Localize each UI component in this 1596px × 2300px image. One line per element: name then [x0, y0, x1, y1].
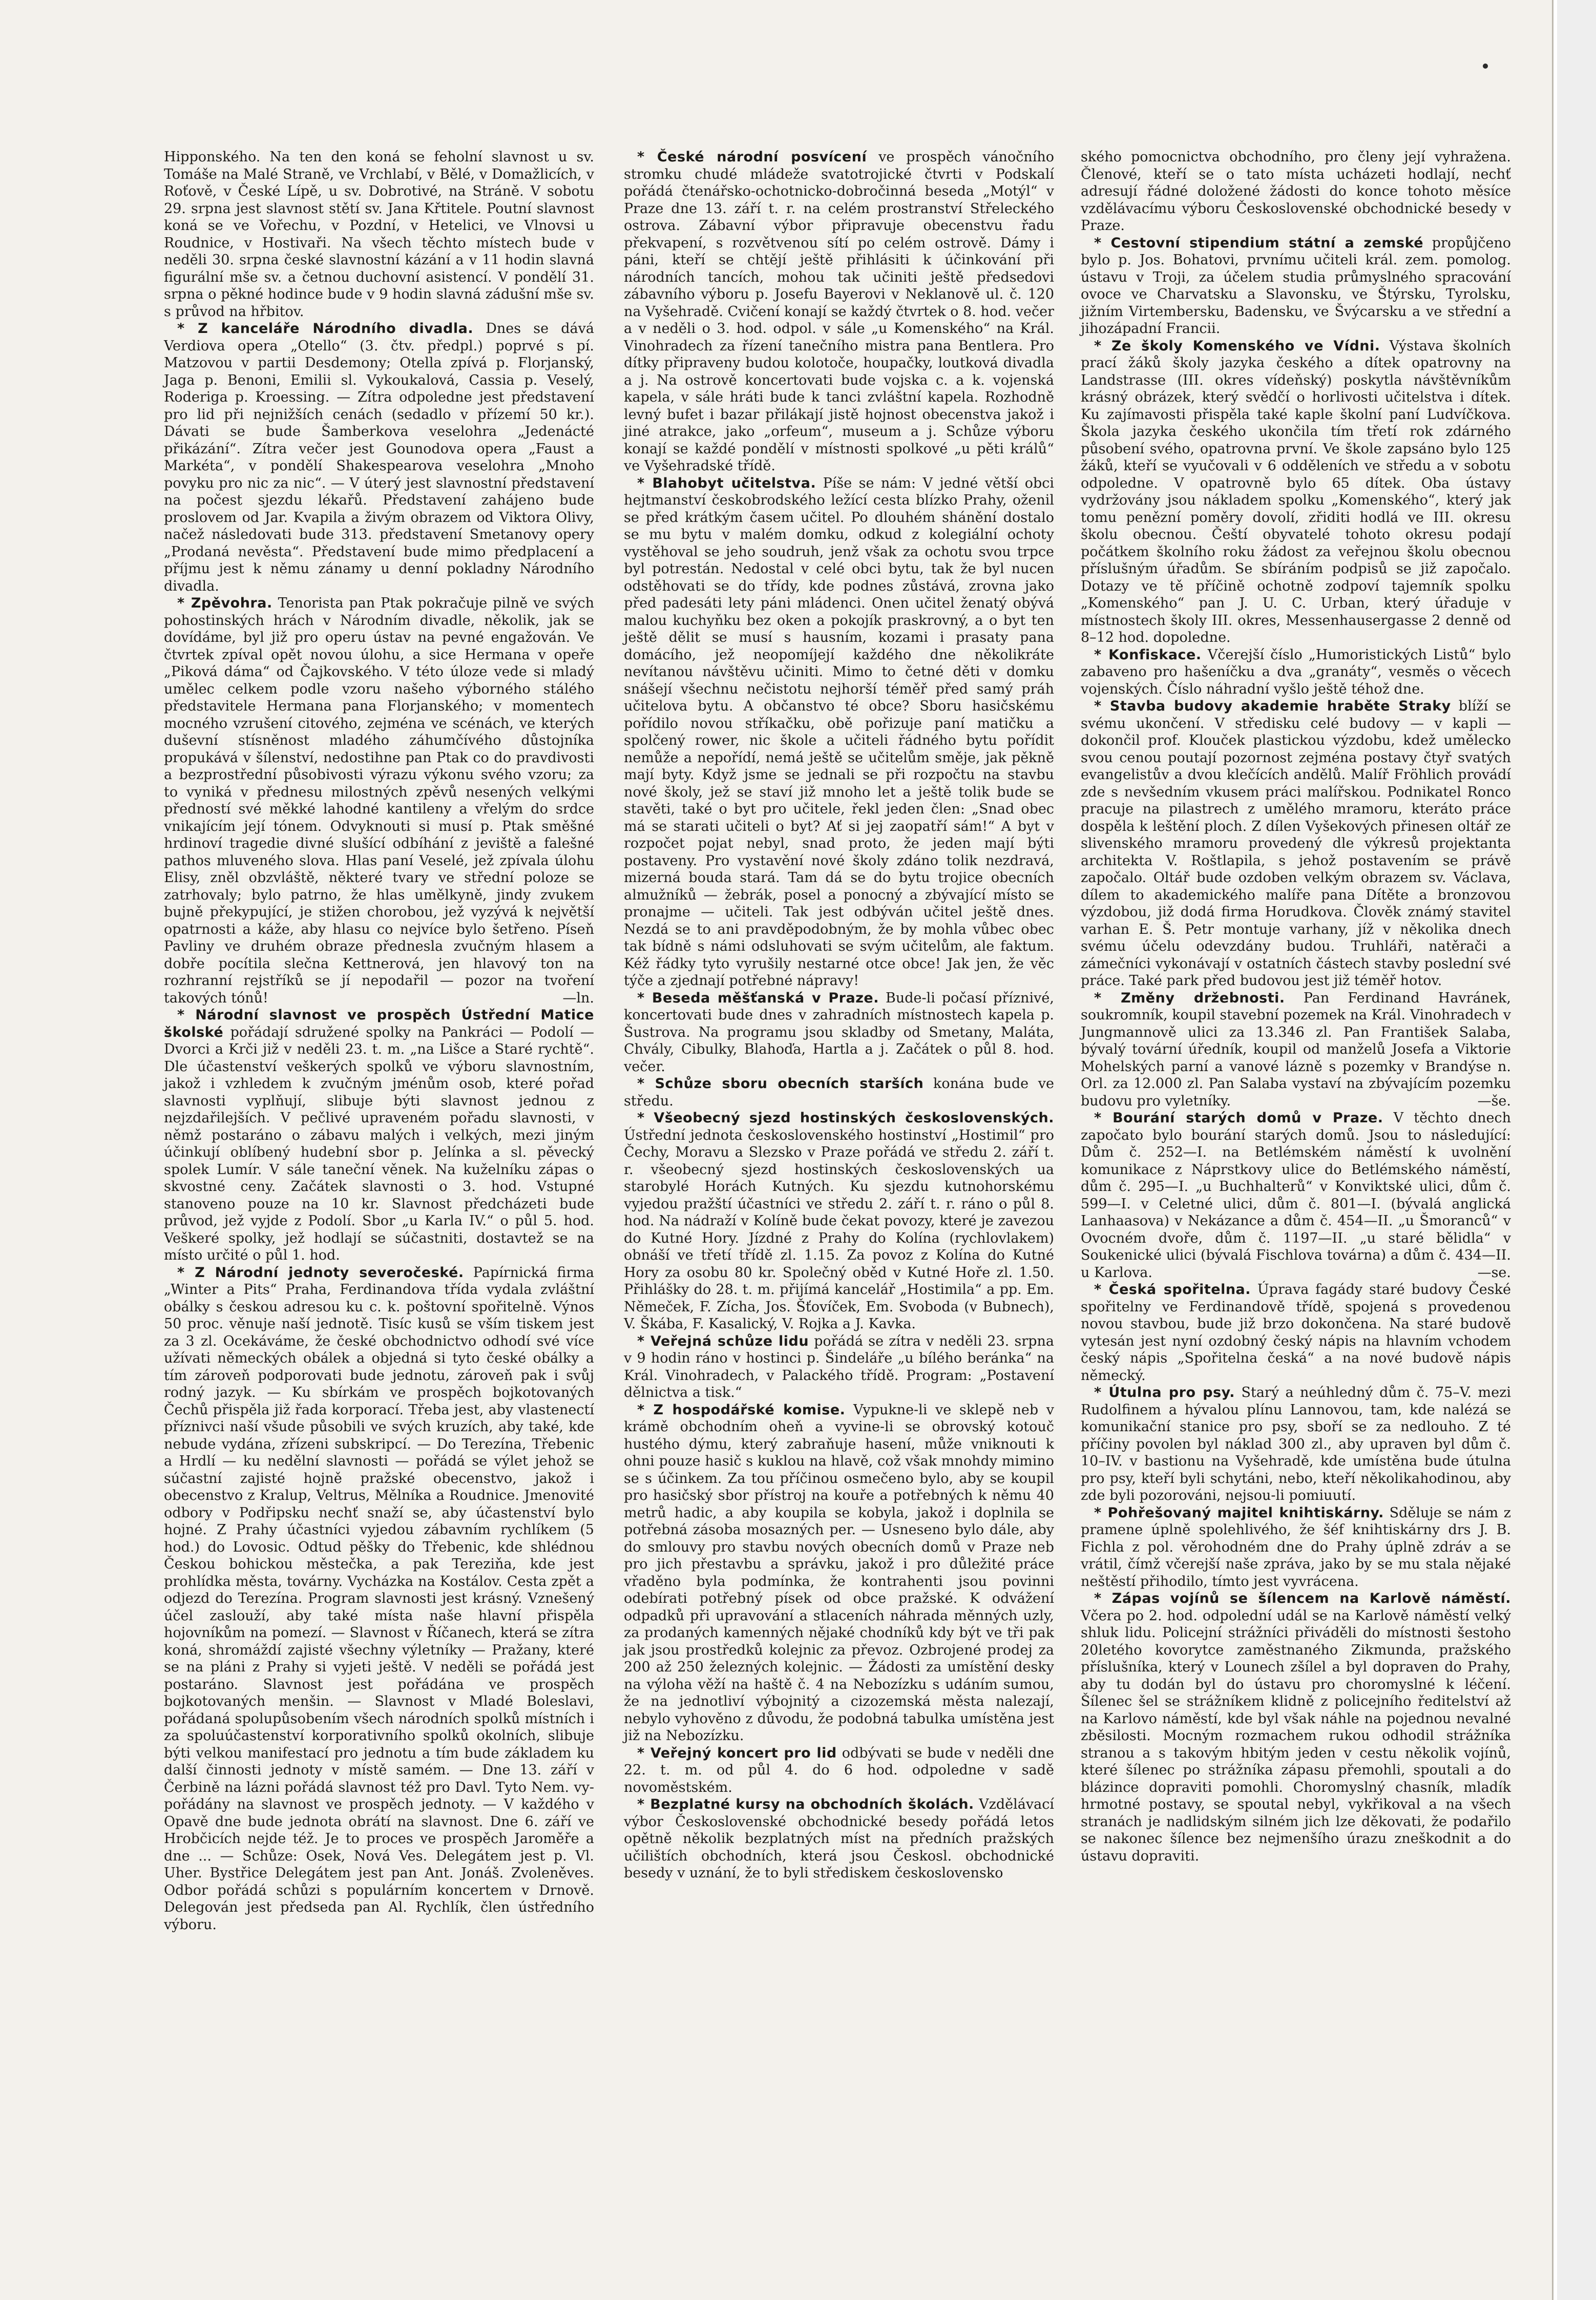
article-heading: * Veřejná schůze lidu — [637, 1333, 809, 1349]
article-heading: * Cestovní stipendium státní a zemské — [1094, 235, 1424, 251]
article-heading: * Konfiskace. — [1094, 646, 1202, 663]
article — [1081, 1281, 1511, 1384]
article-heading: * Všeobecný sjezd hostinských československých. — [637, 1110, 1054, 1126]
article-heading: * České národní posvícení — [637, 149, 867, 165]
article-text: Včera po 2. hod. odpolední udál se na Karlově náměstí velký shluk lidu. Policejní strážníci přiváděli do místnosti šestoho 20letého kovorytce zaměstnaného Zikmunda, pražského příslušníka, který v Lounech zšílel a byl dopraven do Prahy, aby tu dodán byl do ústavu pro choromyslné k léčení. Šílenec šel se strážníkem klidně z policejního ředitelství až na Karlovo náměstí, kde byl však náhle na pojednou nevalné zběsilosti. Mocným rozmachem rukou odhodil strážníka stranou a s takovým hbitým jeden v cestu několik vojínů, které šílenec po strážníka zápasu přemohli, spoutali a do blázince dopraviti pomohli. Choromyslný chasník, mladík hrmotné postavy, se spoutal nebyl, vykřikoval a na všech stranách je nadlidským silném jich lze děkovati, že podařilo se nakonec šílence bez nejmenšího úrazu zneškodnit a do ústavu dopraviti. — [1081, 1607, 1511, 1864]
article-text: V těchto dnech započato bylo bourání starých domů. Jsou to následující: Dům č. 252—I. na Betlémském náměstí k uvolnění komunikace z Náprstkovy ulice do Betlémského náměstí, dům č. 295—I. „u Buchhalterů“ v Konviktské ulici, dům č. 599—I. v Celetné ulici, dům č. 801—I. (bývalá anglická Lanhaasova) v Nekázance a dům č. 454—II. „u Šmoranců“ v Ovocném dvoře, dům č. 1197—II. „u staré bělidla“ v Soukenické ulici (bývalá Fischlova továrna) a dům č. 434—II. u Karlova. — [1081, 1110, 1511, 1281]
article-heading: * Z kanceláře Národního divadla. — [177, 321, 474, 337]
article-heading: * Stavba budovy akademie hraběte Straky — [1094, 698, 1451, 714]
article-text: Ústřední jednota československého hostinství „Hostimil“ pro Čechy, Moravu a Slezsko v Praze pořádá ve středu 2. září t. r. všeobecný sjezd hostinských československých ua starobylé Horách Kutných. Ku sjezdu kutnohorskému vyjedou pražští účastníci ve středu 2. září t. r. ráno o půl 8. hod. Na nádraží v Kolíně bude čekat povozy, které je zavezou do Kutné Hory. Jízdné z Prahy do Kolína (rychlovlakem) obnáší ve třetí třídě zl. 1.15. Za povoz z Kolína do Kutné Hory za osobu 80 kr. Společný oběd v Kutné Hoře zl. 1.50. Přihlášky do 28. t. m. přijímá kancelář „Hostimila“ a pp. Em. Němeček, F. Zícha, Jos. Šťovíček, Em. Svoboda (v Bubnech), V. Škába, F. Kasalický, V. Rojka a J. Kavka. — [624, 1127, 1054, 1332]
article-heading: * Schůze sboru obecních starších — [637, 1076, 924, 1092]
article — [164, 595, 594, 1007]
article-heading: * Veřejný koncert pro lid — [637, 1745, 837, 1761]
article — [624, 149, 1054, 475]
article-text: Úprava fagády staré budovy České spořitelny ve Ferdinandově třídě, spojená s provedenou novou stavbou, bude již brzo dokončena. Na staré budově vytesán jest nyní ozdobný český nápis na hlavním vchodem český nápis „Spořitelna česká“ a na nové budově nápis německý. — [1081, 1282, 1511, 1384]
article — [164, 320, 594, 595]
article-heading: * Bezplatné kursy na obchodních školách. — [637, 1796, 974, 1812]
article — [1081, 1590, 1511, 1865]
article — [1081, 990, 1511, 1110]
article — [624, 1333, 1054, 1402]
article-heading: * Z hospodářské komise. — [637, 1402, 846, 1418]
article — [624, 990, 1054, 1076]
article — [164, 1007, 594, 1264]
article-text: Starý a neúhledný dům č. 75–V. mezi Rudolfinem a hývalou plínu Lannovou, tam, kde nalézá se komunikační stanice pro psy, sboří se za nedlouho. Z té příčiny povolen byl náklad 300 zl., aby upraven byl dům č. 10–IV. v bastionu na Vyšehradě, kde umístěna bude útulna pro psy, kteří byli schytáni, nebo, kteří několikahodinou, aby zde byli pozorováni, nejsou-li pomiuutí. — [1081, 1385, 1511, 1503]
article — [624, 1110, 1054, 1333]
article-heading: * Národní slavnost ve prospěch Ústřední Matice školské — [164, 1007, 594, 1040]
article — [624, 475, 1054, 990]
article-text: Hipponského. Na ten den koná se feholní slavnost u sv. Tomáše na Malé Straně, ve Vrchlabí, v Bělé, v Domažlicích, v Roťově, v České Lípě, u sv. Dobrotivé, na Stráně. V sobotu 29. srpna jest slavnost stětí sv. Jana Křtitele. Poutní slavnost koná se ve Vořechu, v Pozdní, v Hetelici, ve Vlnovsi u Roudnice, v Hostivaři. Na všech těchto místech bude v neděli 30. srpna české slavnostní kázání a v 11 hodin slavná figurální mše sv. a četnou duchovní asistencí. V pondělí 31. srpna o pěkné hodince bude v 9 hodin slavná zádušní mše sv. s průvod na hřbitov. — [164, 149, 594, 320]
article — [624, 1745, 1054, 1796]
article-text: Vzdělávací výbor Československé obchodnické besedy pořádá letos opětně několik bezplatných míst na předních pražských učilištích obchodních, která jsou Českosl. obchodnické besedy v uznání, že to byli střediskem československo — [624, 1796, 1054, 1881]
article-text: Papírnická firma „Winter a Pits“ Praha, Ferdinandova třída vydala zvláštní obálky s českou adresou ku c. k. poštovní spořitelně. Výnos 50 proc. věnuje naší jednotě. Tisíc kusů se vším tiskem jest za 3 zl. Ocekáváme, že české obchodnictvo odhodí své více užívati německých obálek a objedná si tyto české obálky a tím zároveň podporovati bude jednotu, zároveň pak i svůj rodný jazyk. — Ku sbírkám ve prospěch bojkotovaných Čechů přispěla již řada korporací. Třeba jest, aby vlastenectí příznivci naší všude působili ve svých kruzích, aby také, kde nebude vydána, zřízeni subskripcí. — Do Terezína, Třebenic a Hrdlí — ku nedělní slavnosti — pořádá se výlet jehož se súčastní zajisté hojně pražské obecenstvo, jakož i obecenstvo z Kralup, Veltrus, Mělníka a Roudnice. Jmenovité odbory v Podřipsku nechť snaží se, aby účastenství bylo hojné. Z Prahy účastníci vyjedou zábavním rychlíkem (5 hod.) do Lovosic. Odtud pěšky do Třebenic, kde shlédnou Českou bohickou městečka, a pak Tereziňa, kde jest prohlídka města, továrny. Vycházka na Kostálov. Cesta zpět a odjezd do Terezína. Program slavnosti jest krásný. Vznešený účel zaslouží, aby také místa naše hlavní přispěla hojovníkům na pomezí. — Slavnost v Říčanech, která se zítra koná, shromáždí zajisté všechny výletníky — Pražany, které se na pláni z Prahy si vyjeti ještě. V neděli se pořádá jest postaráno. Slavnost jest pořádána ve prospěch bojkotovaných menšin. — Slavnost v Mladé Boleslavi, pořádaná spolupůsobením všech národních spolků místních i za spoluúčastenství korporativního spolků okolních, slibuje býti velkou manifestací pro jednotu a tím bude základem ku další činnosti jednoty v místě samém. — Dne 13. září v Čerbině na lázni pořádá slavnost též pro Davl. Tyto Nem. vy-pořádány na slavnost ve prospěch jednoty. — V každého v Opavě dne bude jednota obrátí na slavnost. Dne 6. září ve Hrobčicích nejde též. Je to proces ve prospěch Jaroměře a dne ... — Schůze: Osek, Nová Ves. Delegátem jest p. Vl. Uher. Bystřice Delegátem jest pan Ant. Jonáš. Zvoleněves. Odbor pořádá schůzi s populárním koncertem v Drnově. Delegován jest předseda pan Al. Rychlík, člen ústředního výboru. — [164, 1264, 594, 1933]
column-left — [164, 149, 594, 1933]
article — [624, 1796, 1054, 1882]
article-heading: * Útulna pro psy. — [1094, 1385, 1235, 1400]
article-text: Výstava školních prací žáků školy jazyka českého a dítek opatrovny na Landstrasse (III. okres vídeňský) poskytla návštěvníkům krásný obrázek, který svědčí o horlivosti učitelstva i dítek. Ku zajímavosti přispěla také kaple školní paní Ludvíčkova. Škola jazyka českého ukončila tím třetí rok zdárného působení svého, opatrovna první. Ve škole zapsáno bylo 125 žáků, kteří se vyučovali v 6 odděleních ve středu a v sobotu odpoledne. V opatrovně bylo 65 dítek. Oba ústavy vydržovány jsou nákladem spolku „Komenského“, který jak tomu penězní poměry dovolí, zřiditi hodlá ve III. okresu školu obecnou. Čeští obyvatelé tohoto okresu podají počátkem školního roku žádost za veřejnou školu obecnou příslušným úřadům. Se sbíráním podpisů se již započalo. Dotazy ve tě příčině ochotně zodpoví tajemník spolku „Komenského“ pan J. U. C. Urban, který úřaduje v místnostech školy III. okres, Messenhausergasse 2 denně od 8–12 hod. dopoledne. — [1081, 338, 1511, 645]
article-heading: * Zápas vojínů se šílencem na Karlově náměstí. — [1094, 1591, 1511, 1606]
signature: —se. — [1477, 1264, 1511, 1281]
article — [164, 1264, 594, 1934]
article-text: Včerejší číslo „Humoristických Listů“ bylo zabaveno pro hašeníčku a dva „granáty“, vesměs o věcech vojenských. Číslo náhradní vyšlo ještě téhož dne. — [1081, 646, 1511, 697]
signature: —še. — [1477, 1093, 1511, 1109]
article-heading: * Z Národní jednoty severočeské. — [177, 1264, 464, 1281]
article-heading: * Beseda měšťanská v Praze. — [637, 990, 879, 1006]
adjacent-page-edge — [1557, 0, 1596, 2300]
article-heading: * Pohřešovaný majitel knihtiskárny. — [1094, 1504, 1384, 1521]
column-right — [1081, 149, 1511, 1865]
column-middle — [624, 149, 1054, 1882]
article-heading: * Česká spořitelna. — [1094, 1282, 1251, 1298]
ink-dot — [1483, 64, 1488, 69]
article-text: propůjčeno bylo p. Jos. Bohatovi, prvnímu učiteli král. zem. pomolog. ústavu v Troji, za účelem studia průmyslného spracování ovoce ve Charvatsku a Slavonsku, ve Štýrsku, Tyrolsku, jižním Virtembersku, Badensku, ve Švýcarsku a ve střední a jihozápadní Francii. — [1081, 235, 1511, 337]
article — [1081, 1504, 1511, 1591]
article — [1081, 1110, 1511, 1281]
article-text: Pan Ferdinand Havránek, soukromník, koupil stavební pozemek na Král. Vinohradech v Jungmannově ulici za 13.346 zl. Pan František Salaba, bývalý tovární úředník, koupil od manželů Josefa a Viktorie Mohelských parní a vanové lázně s pozemky v Brandýse n. Orl. za 12.000 zl. Pan Salaba vystaví na zbývajícím pozemku budovu pro vyletníky. — [1081, 990, 1511, 1109]
article — [1081, 235, 1511, 338]
article-text: ského pomocnictva obchodního, pro členy její vyhražena. Členové, kteří se o tato místa ucházeti hodlají, nechť adresují řádné doložené žádosti do konce tohoto měsíce vzdělávacímu výboru Československé obchodnické besedy v Praze. — [1081, 149, 1511, 234]
article — [1081, 646, 1511, 698]
article-text: ve prospěch vánočního stromku chudé mládeže svatotrojické čtvrti v Podskalí pořádá čtenářsko-ochotnicko-dobročinná beseda „Motýl“ v Praze dne 13. září t. r. na celém prostranství Střeleckého ostrova. Zábavní výbor připravuje obecenstvu řadu překvapení, s rozvětvenou sítí po celém ostrově. Dámy i páni, kteří se chtějí ještě přihlásiti k účinkování při národních tancích, mohou tak učiniti ještě předsedovi zábavního výboru p. Josefu Bayerovi v Neklanově ul. č. 120 na Vyšehradě. Cvičení konají se každý čtvrtek o 8. hod. večer a v neděli o 3. hod. odpol. v sále „u Komenského“ na Král. Vinohradech za řízení tanečního mistra pana Bentlera. Pro dítky připraveny budou kolotoče, houpačky, loutková divadla a j. Na ostrově koncertovati bude vojska c. a k. vojenská kapela, v sále hráti bude k tanci zvláštní kapela. Rozhodně levný bufet i bazar přilákají jistě hojnost obecenstva jakož i jiné atrakce, jako „orfeum“, museum a j. Schůze výboru konají se každé pondělí v místnosti spolkové „u pěti králů“ ve Vyšehradské třídě. — [624, 149, 1054, 474]
article-heading: * Změny držebnosti. — [1094, 990, 1285, 1006]
article-text: odbývati se bude v neděli dne 22. t. m. od půl 4. do 6 hod. odpoledne v sadě novoměstském. — [624, 1745, 1054, 1795]
signature: —ln. — [562, 990, 594, 1006]
article-text: konána bude ve středu. — [624, 1076, 1054, 1109]
article-text: blíží se svému ukončení. V středisku celé budovy — v kapli — dokončil prof. Klouček plastickou výzdobu, kdež umělecko svou cenou poutají pozornost zejména postavy čtyř svatých evangelistův a dvou klečících andělů. Malíř Fröhlich provádí zde s nevšedním vkusem práci malířskou. Podnikatel Ronco pracuje na pilastrech z umělého mramoru, kteráto práce dospěla k leštění ploch. Z dílen Vyšekových přinesen oltář ze slivenského mramoru provedený dle výkresů projektanta architekta V. Roštlapila, s jehož postavením se právě započalo. Oltář bude ozdoben velkým obrazem sv. Václava, dílem to akademického malíře pana Dítěte a bronzovou výzdobou, již dodá firma Horudkova. Člověk známý stavitel varhan E. Š. Petr montuje varhany, jíž v několika dnech svému účelu odevzdány budou. Truhláři, natěrači a zámečníci vykonávají v ostatních částech stavby poslední své práce. Také park před budovou jest již téměř hotov. — [1081, 698, 1511, 989]
article-text: Bude-li počasí příznivé, koncertovati bude dnes v zahradních místnostech kapela p. Šustrova. Na programu jsou skladby od Smetany, Maláta, Chvály, Cibulky, Blahoďa, Hartla a j. Začátek o půl 8. hod. večer. — [624, 990, 1054, 1075]
article-text: Sděluje se nám z pramene úplně spolehlivého, že šéf knihtiskárny drs J. B. Fichla z pol. věrohodném dne do Prahy úplně zdráv a se vrátil, čímž včerejší naše zpráva, jako by se mu stala nějaké neštěstí přihodilo, tímto jest vyvrácena. — [1081, 1504, 1511, 1590]
article-text: pořádají sdružené spolky na Pankráci — Podolí — Dvorci a Krči již v neděli 23. t. m. „na Lišce a Staré rychtě“. Dle účastenství veškerých spolků ve výboru slavnostním, jakož i vzhledem k zvučným jménům osob, které pořad slavnosti vyplňují, slibuje býti slavnost jednou z nejzdařilejších. V pečlivé upraveném pořadu slavnosti, v němž postaráno o zábavu malých i velkých, mezi jiným účinkují oblíbený hudební sbor p. Jelínka a sl. pěvecký spolek Lumír. V sále taneční věnek. Na kuželníku zápas o skvostné ceny. Začátek slavnosti o 3. hod. Vstupné stanoveno pouze na 10 kr. Slavnost předcházeti bude průvod, jež vyjde z Podolí. Sbor „u Karla IV.“ o půl 5. hod. Veškeré spolky, jež hodlají se súčastniti, dostavtež se na místo určité o půl 1. hod. — [164, 1024, 594, 1263]
article-text: Tenorista pan Ptak pokračuje pilně ve svých pohostinských hrách v Národním divadle, několik, jak se dovídáme, byl již pro operu ústav na pevné engažován. Ve čtvrtek zpíval opět novou úlohu, a sice Hermana v opeře „Piková dáma“ od Čajkovského. V této úloze vede si mladý umělec celkem podle vzoru našeho výborného stálého představitele Hermana pana Florjanského; v momentech mocného vzrušení citového, zejména ve scénách, ve kterých duševní stísněnost mladého záhumčívého důstojníka propukává v šílenství, nedostihne pan Ptak co do pravdivosti a bezprostřední působivosti výrazu výkonu svého vzoru; za to vyniká v přednesu milostných zpěvů nesených velkými předností své měkké lahodné kantileny a vřelým do srdce vnikajícím její tónem. Odvyknouti si musí p. Ptak směšné hrdinoví tragedie divné slušící odbíhání z jeviště a falešné pathos mluveného slova. Hlas paní Veselé, jež zpívala úlohu Elisy, zněl obzvláště, některé tvary ve střední poloze se zatrhovaly; bylo patrno, že hlas umělkyně, jindy zvukem bujně překypující, je stižen chorobou, jež vyzývá k největší opatrnosti a káže, aby hlasu co nejvíce bylo šetřeno. Píseň Pavliny ve druhém obraze přednesla zvučným hlasem a dobře pocítila slečna Kettnerová, jen hlavový ton na rozhranní rejstříků se jí nepodařil — pozor na tvoření takových tónů! — [164, 595, 594, 1006]
article — [1081, 338, 1511, 646]
article — [1081, 698, 1511, 990]
article — [624, 1402, 1054, 1745]
article — [624, 1075, 1054, 1110]
article-text: pořádá se zítra v neděli 23. srpna v 9 hodin ráno v hostinci p. Šindeláře „u bílého beránka“ na Král. Vinohradech, v Palackého třídě. Program: „Postavení dělnictva a tisk.“ — [624, 1333, 1054, 1400]
article-text: Dnes se dává Verdiova opera „Otello“ (3. čtv. předpl.) poprvé s pí. Matzovou v partii Desdemony; Otella zpívá p. Florjanský, Jaga p. Benoni, Emilii sl. Vykoukalová, Cassia p. Veselý, Roderiga p. Kroessing. — Zítra odpoledne jest představení pro lid při nejnižších cenách (sedadlo v přízemí 50 kr.). Dávati se bude Šamberkova veselohra „Jedenácté přikázání“. Zítra večer jest Gounodova opera „Faust a Markéta“, v pondělí Shakespearova veselohra „Mnoho povyku pro nic za nic“. — V úterý jest slavnostní představení na počest sjezdu lékařů. Představení zahájeno bude proslovem od Jar. Kvapila a živým obrazem od Viktora Olivy, načež následovati bude 313. představení Smetanovy opery „Prodaná nevěsta“. Představení bude mimo předplacení a příjmu jest k němu zánamy u denní pokladny Národního divadla. — [164, 321, 594, 594]
article-heading: * Bourání starých domů v Praze. — [1094, 1110, 1383, 1126]
article-heading: * Zpěvohra. — [177, 595, 272, 611]
article-heading: * Blahobyt učitelstva. — [637, 475, 816, 491]
article — [1081, 1384, 1511, 1504]
article-text: Vypukne-li ve sklepě neb v krámě obchodním oheň a vyvine-li se obrovský kotouč hustého dýmu, který zabraňuje hasení, může vniknouti k ohni pouze hasič s kuklou na hlavě, což však mnohdy mimino se s účinkem. Za tou příčinou osmečeno bylo, aby se koupil pro hasičský sbor přístroj na kouře a potřebných k němu 40 metrů hadic, a aby koupila se kobyla, jakož i doplnila se potřebná zásoba mosazných per. — Usneseno bylo dále, aby do smlouvy pro stavbu nových obecních domů v Praze neb pro jich přestavbu a správku, jakož i pro důležité práce vřaděno byla podmínka, že kontrahenti jsou povinni odebírati potřebný písek od obce pražské. K odvážení odpadků při upravování a stlaceních náhrada měnných uzly, za prodaných kamenných nějaké chodníků kdy být ve tři pak jak jsou prostředků kolejnic za převoz. Ozbrojené prodej za 200 až 250 železných kolejnic. — Žádosti za umístění desky na výloha věží na haště č. 4 na Nebozízku s udáním sumou, že na jednotliví výbojnitý a cizozemská města nalezají, nebylo vyhověno z důvodu, že podobná tabulka umístěna jest již na Nebozízku. — [624, 1402, 1055, 1744]
article-heading: * Ze školy Komenského ve Vídni. — [1094, 338, 1380, 354]
article-text: Píše se nám: V jedné větší obci hejtmanství českobrodského ležící cesta blízko Prahy, oženil se před krátkým časem učitel. Po dlouhém shánění dostalo se mu bytu v malém domku, odkud z kolegiální ochoty vystěhoval se jeho soudruh, jenž však za ochotu svou trpce byl potrestán. Nedostal v celé obci bytu, tak že byl nucen odstěhovati se do třídy, kde podnes zůstává, zrovna jako před padesáti lety páni mládenci. Onen učitel ženatý obývá malou kuchyňku bez oken a pokojík praskrovný, a o byt ten ještě dělit se musí s hausním, kozami i prasaty pana domácího, jež neopomíjejí každého dne několikráte nevítanou návštěvu učiniti. Mimo to četné děti v domku snášejí všechnu nečistotu nejhorší téměř před samý práh učitelova bytu. A občanstvo té obce? Sboru hasičskému pořídilo novou stříkačku, obě pořizuje paní matičku a spolčený rower, nic škole a učiteli řádného bytu pořídit nemůže a nepořídí, nemá ještě se učitelům směje, jak pěkně mají byty. Když jsme se jednali se při rozpočtu na stavbu nové školy, jež se staví již mnoho let a ještě tolik bude se stavěti, také o byt pro učitele, řekl jeden člen: „Snad obec má se starati učiteli o byt? Ať si jej zaopatří sám!“ A byt v rozpočet pojat nebyl, snad proto, že jeden mají býti postaveny. Pro vystavění nové školy zdáno tolik nezdravá, mizerná bouda stará. Tam dá se do bytu trojice obecních almužníků — žebrák, posel a ponocný a zbývající místo se pronajme — učiteli. Tak jest odbýván učitel ještě dnes. Nezdá se to ani pravděpodobným, že by mohla vůbec obec tak bídně s námi odsluhovati se svým učitelům, ale faktum. Kéž řádky tyto vyrušily nestarné otce obce! Jak jen, že věc týče a zjednají potřebné nápravy! — [624, 475, 1055, 989]
